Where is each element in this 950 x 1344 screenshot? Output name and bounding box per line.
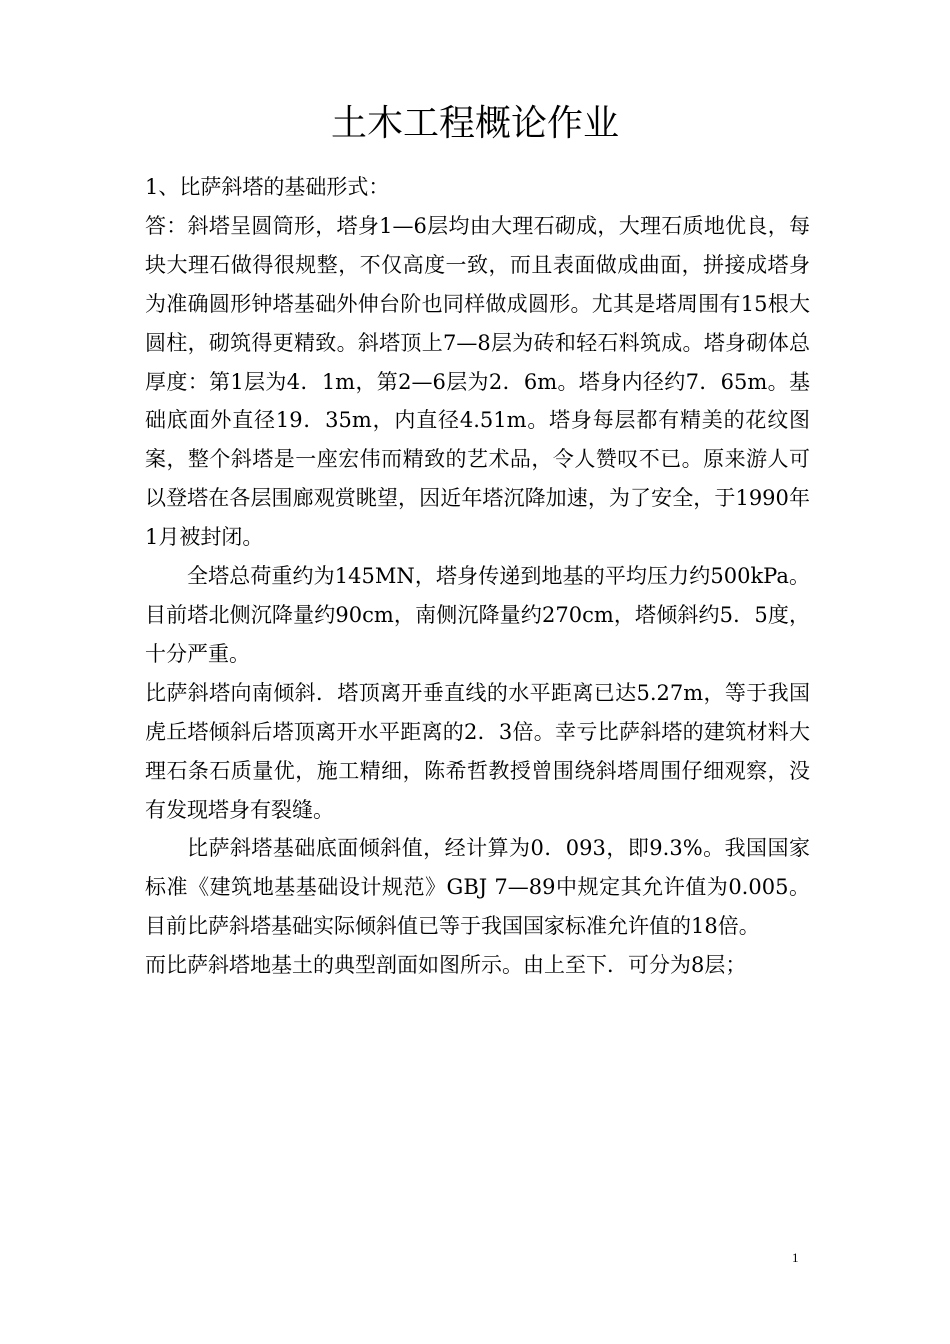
- load-paragraph: 全塔总荷重约为145MN，塔身传递到地基的平均压力约500kPa。目前塔北侧沉降量约90cm，南侧沉降量约270cm，塔倾斜约5．5度，十分严重。: [145, 564, 810, 666]
- document-body: [145, 168, 810, 985]
- standard-paragraph: 比萨斜塔基础底面倾斜值，经计算为0．093，即9.3%。我国国家标准《建筑地基基础设计规范》GBJ 7—89中规定其允许值为0.005。目前比萨斜塔基础实际倾斜值已等于我国国家标准允许值的18倍。: [145, 836, 810, 939]
- question-line: 1、比萨斜塔的基础形式：: [145, 175, 390, 199]
- document-title: 土木工程概论作业: [330, 103, 619, 144]
- tilt-paragraph: 比萨斜塔向南倾斜．塔顶离开垂直线的水平距离已达5.27m，等于我国虎丘塔倾斜后塔顶离开水平距离的2．3倍。幸亏比萨斜塔的建筑材料大理石条石质量优，施工精细，陈希哲教授曾围绕斜塔周围仔细观察，没有发现塔身有裂缝。: [145, 680, 810, 822]
- soil-profile-paragraph: 而比萨斜塔地基土的典型剖面如图所示。由上至下．可分为8层；: [145, 953, 747, 978]
- page-number: 1: [792, 1250, 799, 1265]
- answer-paragraph: 答：斜塔呈圆筒形，塔身1—6层均由大理石砌成，大理石质地优良，每块大理石做得很规整，不仅高度一致，而且表面做成曲面，拼接成塔身为准确圆形钟塔基础外伸台阶也同样做成圆形。尤其是塔周围有15根大圆柱，砌筑得更精致。斜塔顶上7—8层为砖和轻石料筑成。塔身砌体总厚度：第1层为4．1m，第2—6层为2．6m。塔身内径约7．65m。基础底面外直径19．35m，内直径4.51m。塔身每层都有精美的花纹图案，整个斜塔是一座宏伟而精致的艺术品，令人赞叹不已。原来游人可以登塔在各层围廊观赏眺望，因近年塔沉降加速，为了安全，于1990年1月被封闭。: [145, 213, 810, 550]
